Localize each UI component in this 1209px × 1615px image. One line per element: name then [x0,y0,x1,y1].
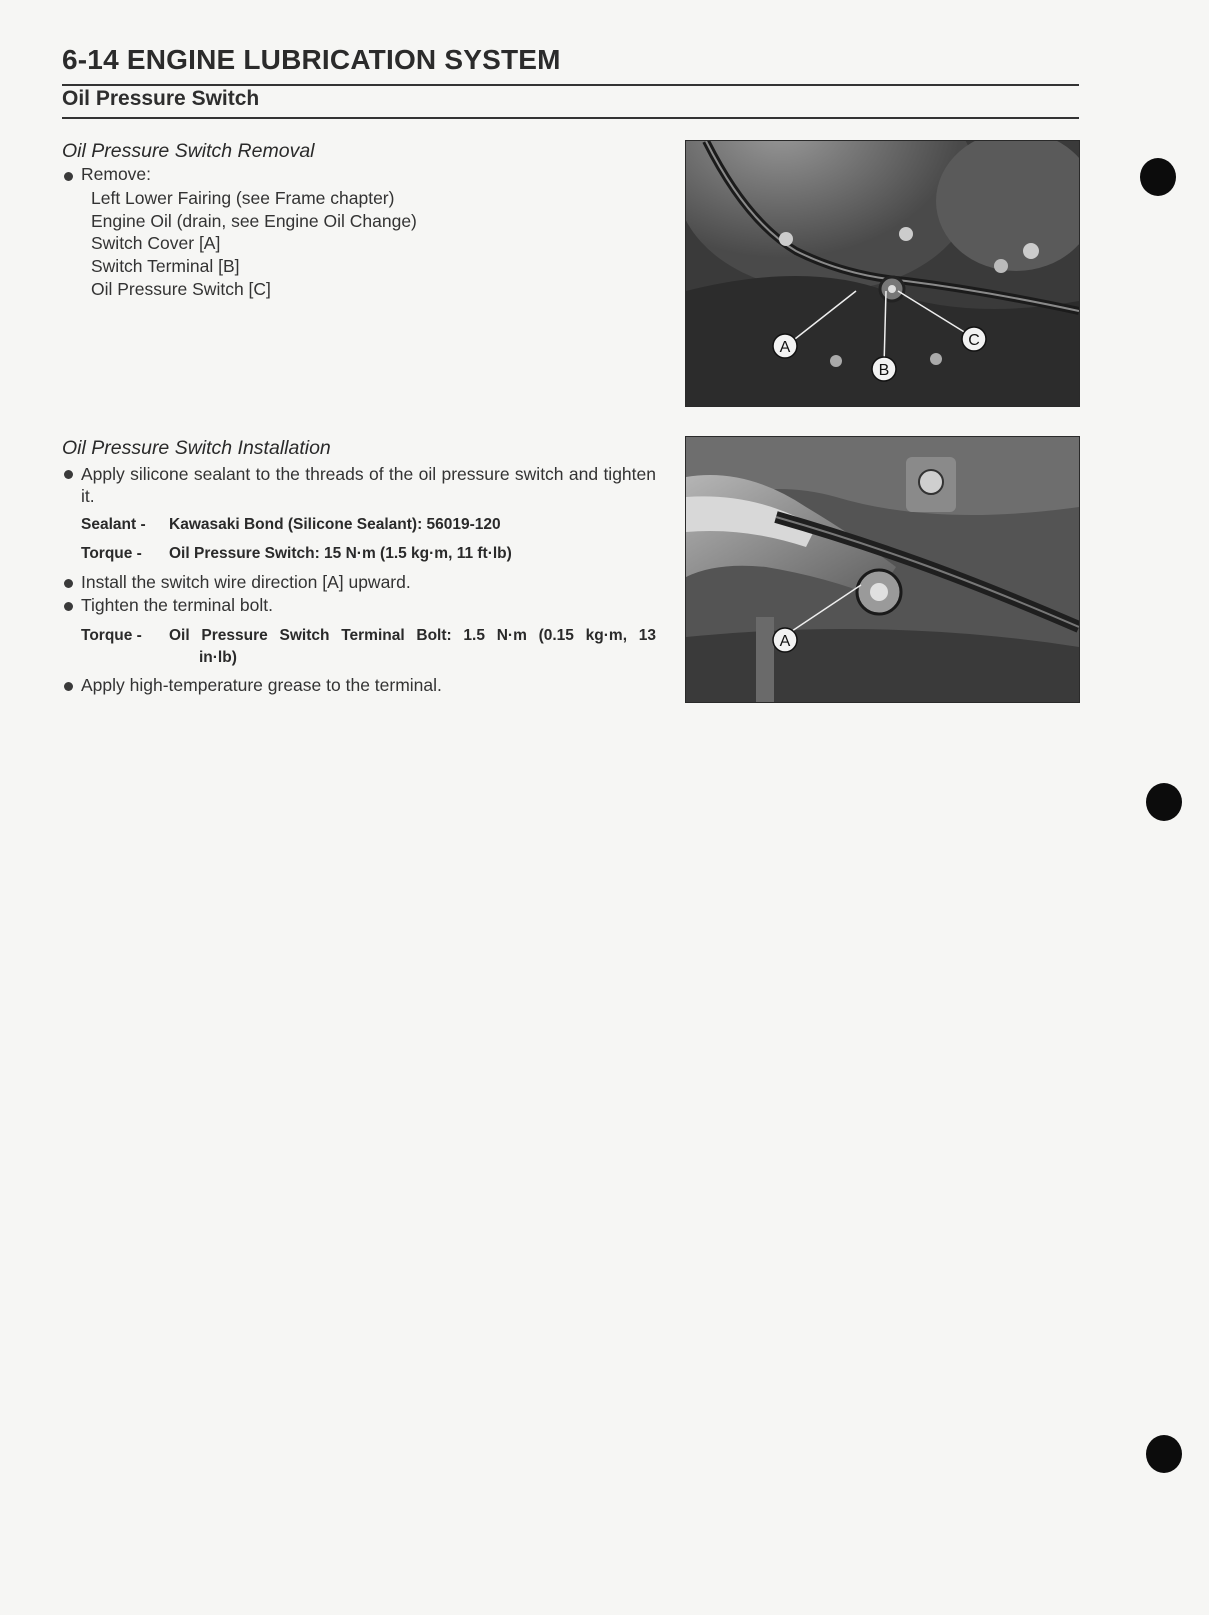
sealant-label: Sealant - [81,516,146,533]
removal-item: Switch Cover [A] [91,233,221,253]
removal-heading: Oil Pressure Switch Removal [62,140,315,162]
binder-hole [1146,783,1182,821]
removal-item: Engine Oil (drain, see Engine Oil Change) [91,211,417,231]
removal-bullet: Remove: [81,164,152,184]
bullet-icon [64,470,73,479]
bullet-icon [64,602,73,611]
callout-label: A [779,633,791,650]
torque-label: Torque - [81,627,142,644]
torque-value: Oil Pressure Switch: 15 N·m (1.5 kg·m, 11 ft·lb) [169,545,512,562]
removal-item: Left Lower Fairing (see Frame chapter) [91,188,395,208]
binder-hole [1146,1435,1182,1473]
binder-hole [1140,158,1176,196]
installation-step: Install the switch wire direction [A] upward. [81,572,411,592]
callout-label: B [878,362,890,379]
removal-photo [685,140,1080,407]
installation-step: Apply silicone sealant to the threads of the oil pressure switch and tighten it. [81,464,656,506]
bullet-icon [64,172,73,181]
bullet-icon [64,579,73,588]
installation-step: Apply high-temperature grease to the terminal. [81,675,442,695]
sealant-value: Kawasaki Bond (Silicone Sealant): 56019-120 [169,516,501,533]
installation-heading: Oil Pressure Switch Installation [62,437,331,459]
torque-label: Torque - [81,545,142,562]
callout-label: A [779,339,791,356]
chapter-title: 6-14 ENGINE LUBRICATION SYSTEM [62,44,561,75]
section-rule [62,117,1079,119]
section-title: Oil Pressure Switch [62,87,260,110]
engine-photo-illustration [686,437,1079,702]
installation-photo [685,436,1080,703]
removal-item: Oil Pressure Switch [C] [91,279,271,299]
header-rule [62,84,1079,86]
torque-value-cont: in·lb) [199,649,237,666]
callout-label: C [968,332,980,349]
installation-step: Tighten the terminal bolt. [81,595,273,615]
bullet-icon [64,682,73,691]
removal-item: Switch Terminal [B] [91,256,240,276]
torque-value: Oil Pressure Switch Terminal Bolt: 1.5 N·m (0.15 kg·m, 13 [169,627,656,644]
engine-photo-illustration [686,141,1079,406]
